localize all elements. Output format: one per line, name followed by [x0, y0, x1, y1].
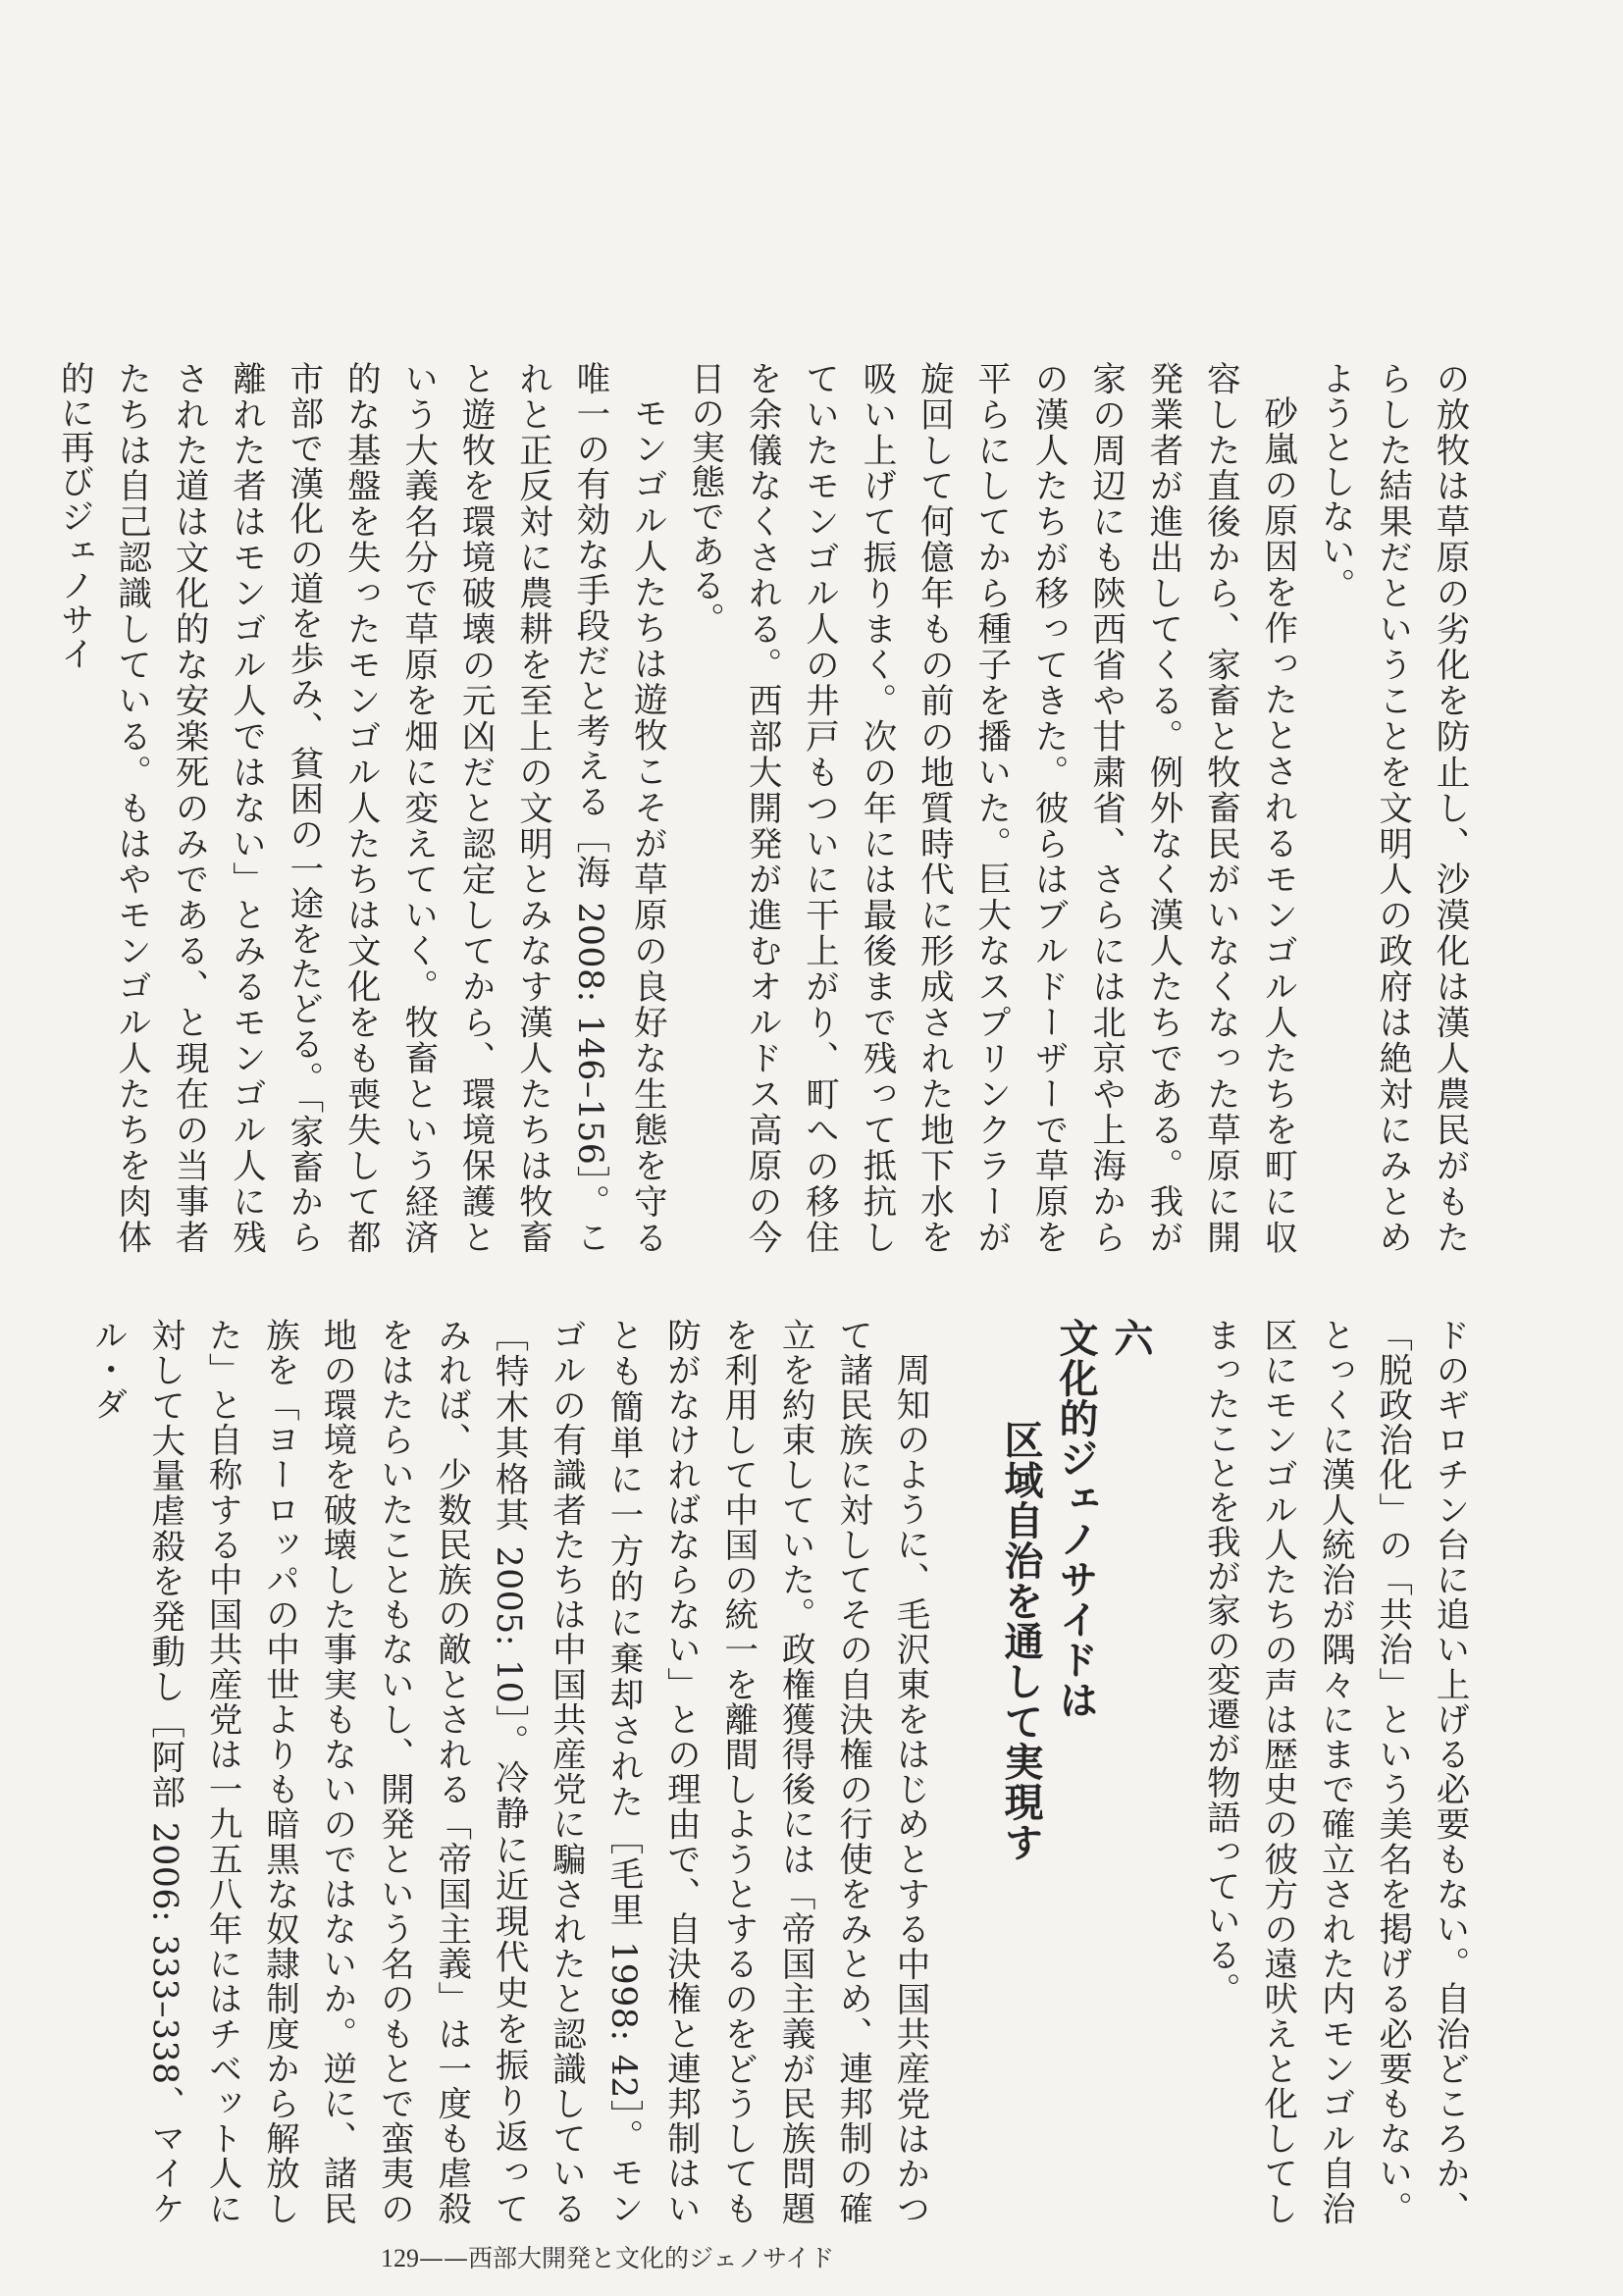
paragraph-2: 砂嵐の原因を作ったとされるモンゴル人たちを町に収容した直後から、家畜と牧畜民がいなくなった草原に開発業者が進出してくる。例外なく漢人たちである。我が家の周辺にも陝西省や甘粛省、さらには北京や上海からの漢人たちが移ってきた。彼らはブルドーザーで草原を平らにしてから種子を播いた。巨大なスプリンクラーが旋回して何億年もの前の地質時代に形成された地下水を吸い上げて振りまく。次の年には最後まで残って抵抗していたモンゴル人の井戸もついに干上がり、町への移住を余儀なくされる。西部大開発が進むオルドス高原の今日の実態である。	[684, 361, 1297, 1254]
section-heading	[993, 1318, 1158, 2225]
paragraph-3: モンゴル人たちは遊牧こそが草原の良好な生態を守る唯一の有効な手段だと考える［海 2008: 146–156］。これと正反対に農耕を至上の文明とみなす漢人たちは牧畜と遊牧を環境破壊の元凶だと認定してから、環境保護という大義名分で草原を畑に変えていく。牧畜という経済的な基盤を失ったモンゴル人たちは文化をも喪失して都市部で漢化の道を歩み、貧困の一途をたどる。「家畜から離れた者はモンゴル人ではない」とみるモンゴル人に残された道は文化的な安楽死のみである、と現在の当事者たちは自己認識している。もはやモンゴル人たちを肉体的に再びジェノサイ	[54, 361, 667, 1254]
section-title-line-1: 文化的ジェノサイドは	[1052, 1318, 1098, 1720]
page-footer	[381, 2244, 834, 2273]
section-title-line-2: 区域自治を通して実現す	[997, 1420, 1043, 1862]
paragraph-1: の放牧は草原の劣化を防止し、沙漠化は漢人農民がもたらした結果だということを文明人の政府は絶対にみとめようとしない。	[1315, 361, 1469, 1254]
lead-paragraph: ドのギロチン台に追い上げる必要もない。自治どころか、「脱政治化」の「共治」という美名を掲げる必要もない。とっくに漢人統治が隅々にまで確立された内モンゴル自治区にモンゴル人たちの声は歴史の彼方の遠吠えと化してしまったことを我が家の変遷が物語っている。	[1200, 1318, 1469, 2225]
page-number: 129	[381, 2244, 419, 2272]
upper-text-column	[54, 361, 1478, 1254]
section-number: 六	[1107, 1318, 1153, 1358]
running-title: ——西部大開発と文化的ジェノサイド	[419, 2244, 835, 2272]
lower-text-column	[87, 1318, 1478, 2225]
body-paragraph: 周知のように、毛沢東をはじめとする中国共産党はかつて諸民族に対してその自決権の行使をみとめ、連邦制の確立を約束していた。政権獲得後には「帝国主義が民族問題を利用して中国の統一を離間しようとするのをどうしても防がなければならない」との理由で、自決権と連邦制はいとも簡単に一方的に棄却された［毛里 1998: 42］。モンゴルの有識者たちは中国共産党に騙されたと認識している［特木其格其 2005: 10］。冷静に近現代史を振り返ってみれば、少数民族の敵とされる「帝国主義」は一度も虐殺をはたらいたこともないし、開発という名のもとで蛮夷の地の環境を破壊した事実もないのではないか。逆に、諸民族を「ヨーロッパの中世よりも暗黒な奴隷制度から解放した」と自称する中国共産党は一九五八年にはチベット人に対して大量虐殺を発動し［阿部 2006: 333–338、マイケル・ダ	[87, 1318, 929, 2225]
